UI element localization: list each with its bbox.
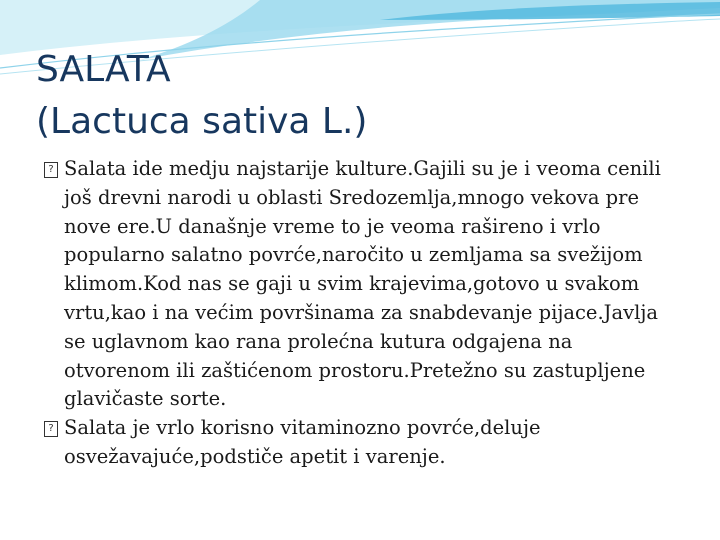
bullet-item-2: [44, 414, 674, 472]
title-line-1: SALATA: [36, 49, 171, 90]
bullet-item-1: [44, 155, 674, 414]
bullet-text-2: Salata je vrlo korisno vitaminozno povrće,deluje osvežavajuće,podstiče apetit i varenje.: [64, 416, 541, 468]
bullet-text-1: Salata ide medju najstarije kulture.Gajili su je i veoma cenili još drevni narodi u oblasti Sredozemlja,mnogo vekova pre nove ere.U današnje vreme to je veoma rašireno i vrlo popularno salatno povrće,naročito u zemljama sa svežijom klimom.Kod nas se gaji u svim krajevima,gotovo u svakom vrtu,kao i na većim površinama za snabdevanje pijace.Javlja se uglavnom kao rana prolećna kutura odgajena na otvorenom ili zaštićenom prostoru.Pretežno su zastupljene glavičaste sorte.: [64, 157, 661, 411]
slide-title: [36, 44, 676, 148]
missing-glyph-bullet-icon: ?: [44, 162, 58, 178]
slide-body: [44, 155, 674, 472]
title-line-2: (Lactuca sativa L.): [36, 101, 368, 142]
missing-glyph-bullet-icon: ?: [44, 421, 58, 437]
